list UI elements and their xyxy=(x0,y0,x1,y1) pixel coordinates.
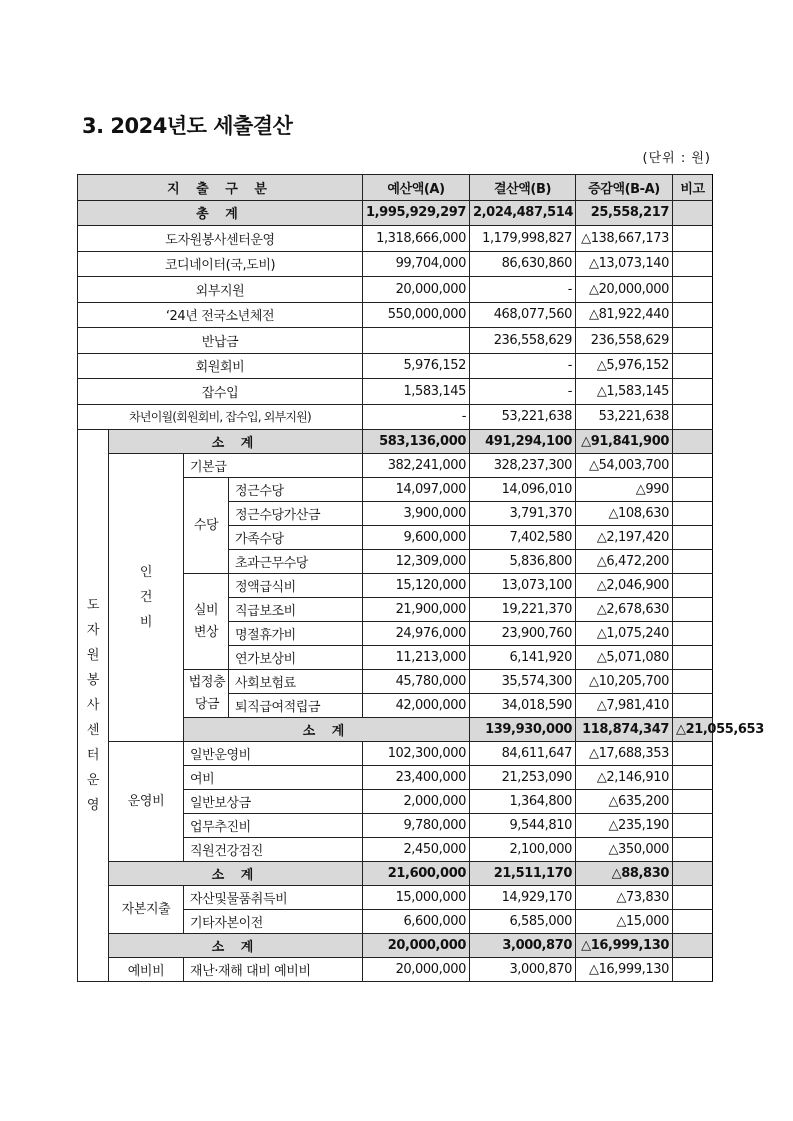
row-diff: △5,071,080 xyxy=(576,646,673,670)
row-label: 가족수당 xyxy=(229,526,363,550)
row-diff: △15,000 xyxy=(576,910,673,934)
row-label: 정근수당 xyxy=(229,478,363,502)
subtotal-row xyxy=(78,430,713,454)
row-budget: 24,976,000 xyxy=(363,622,470,646)
row-diff: △10,205,700 xyxy=(576,670,673,694)
subtotal-settlement: 3,000,870 xyxy=(470,934,576,958)
note-cell xyxy=(673,277,713,303)
row-settlement: 23,900,760 xyxy=(470,622,576,646)
row-diff: △81,922,440 xyxy=(576,302,673,328)
grand-total-settlement: 2,024,487,514 xyxy=(470,200,576,226)
row-budget: 382,241,000 xyxy=(363,454,470,478)
note-cell xyxy=(673,478,713,502)
page-title: 3. 2024년도 세출결산 xyxy=(82,114,293,138)
subtotal-budget: 21,600,000 xyxy=(363,862,470,886)
table-row xyxy=(78,886,713,910)
row-label: 초과근무수당 xyxy=(229,550,363,574)
row-diff: △2,146,910 xyxy=(576,766,673,790)
header-note: 비고 xyxy=(673,175,713,201)
row-settlement: 3,000,870 xyxy=(470,958,576,982)
table-row xyxy=(78,404,713,430)
row-settlement: 6,585,000 xyxy=(470,910,576,934)
row-budget: 550,000,000 xyxy=(363,302,470,328)
row-settlement: 328,237,300 xyxy=(470,454,576,478)
row-budget: 2,450,000 xyxy=(363,838,470,862)
note-cell xyxy=(673,526,713,550)
row-label: 퇴직급여적립금 xyxy=(229,694,363,718)
row-diff: △6,472,200 xyxy=(576,550,673,574)
row-budget: - xyxy=(363,404,470,430)
table-row xyxy=(78,328,713,354)
row-label: 코디네이터(국,도비) xyxy=(78,251,363,277)
note-cell xyxy=(673,646,713,670)
row-diff: △73,830 xyxy=(576,886,673,910)
row-budget: 2,000,000 xyxy=(363,790,470,814)
row-settlement: 6,141,920 xyxy=(470,646,576,670)
row-settlement: 9,544,810 xyxy=(470,814,576,838)
note-cell xyxy=(673,766,713,790)
table-row xyxy=(78,379,713,405)
row-budget: 9,780,000 xyxy=(363,814,470,838)
row-settlement: - xyxy=(470,277,576,303)
row-label: 사회보험료 xyxy=(229,670,363,694)
row-settlement: 34,018,590 xyxy=(470,694,576,718)
row-settlement: - xyxy=(470,379,576,405)
row-diff: 53,221,638 xyxy=(576,404,673,430)
subtotal-diff: △88,830 xyxy=(576,862,673,886)
row-budget: 15,120,000 xyxy=(363,574,470,598)
row-budget: 3,900,000 xyxy=(363,502,470,526)
row-label: 기타자본이전 xyxy=(184,910,363,934)
row-settlement: 86,630,860 xyxy=(470,251,576,277)
row-label: 여비 xyxy=(184,766,363,790)
row-settlement: 7,402,580 xyxy=(470,526,576,550)
row-budget: 11,213,000 xyxy=(363,646,470,670)
note-cell xyxy=(673,790,713,814)
subtotal-label: 소 계 xyxy=(109,862,363,886)
row-label: 업무추진비 xyxy=(184,814,363,838)
row-budget: 9,600,000 xyxy=(363,526,470,550)
row-diff: △138,667,173 xyxy=(576,226,673,252)
subtotal-budget: 583,136,000 xyxy=(363,430,470,454)
row-diff: △2,046,900 xyxy=(576,574,673,598)
capital-group-label: 자본지출 xyxy=(109,886,184,934)
header-diff: 증감액(B-A) xyxy=(576,175,673,201)
operating-group-label: 운영비 xyxy=(109,742,184,862)
row-diff: △1,075,240 xyxy=(576,622,673,646)
row-budget: 1,583,145 xyxy=(363,379,470,405)
row-label: 직원건강검진 xyxy=(184,838,363,862)
note-cell xyxy=(673,430,713,454)
row-settlement: 14,096,010 xyxy=(470,478,576,502)
row-settlement: 1,179,998,827 xyxy=(470,226,576,252)
subtotal-label: 소 계 xyxy=(109,430,363,454)
row-label: 기본급 xyxy=(184,454,363,478)
personnel-group-label: 인건비 xyxy=(109,454,184,742)
grand-total-row xyxy=(78,200,713,226)
table-row xyxy=(78,277,713,303)
row-label: 정액급식비 xyxy=(229,574,363,598)
note-cell xyxy=(673,910,713,934)
row-label: 직급보조비 xyxy=(229,598,363,622)
row-settlement: 21,253,090 xyxy=(470,766,576,790)
row-settlement: 35,574,300 xyxy=(470,670,576,694)
note-cell xyxy=(673,574,713,598)
unit-label: (단위 : 원) xyxy=(642,151,711,166)
header-category: 지 출 구 분 xyxy=(78,175,363,201)
allowance-group-label: 수당 xyxy=(184,478,229,574)
row-label: 일반운영비 xyxy=(184,742,363,766)
row-label: 도자원봉사센터운영 xyxy=(78,226,363,252)
row-diff: △235,190 xyxy=(576,814,673,838)
note-cell xyxy=(673,404,713,430)
row-budget: 102,300,000 xyxy=(363,742,470,766)
row-label: 일반보상금 xyxy=(184,790,363,814)
row-diff: △17,688,353 xyxy=(576,742,673,766)
subtotal-settlement: 118,874,347 xyxy=(576,718,673,742)
grand-total-label: 총 계 xyxy=(78,200,363,226)
note-cell xyxy=(673,886,713,910)
row-diff: △108,630 xyxy=(576,502,673,526)
table-header-row xyxy=(78,175,713,201)
row-diff: △635,200 xyxy=(576,790,673,814)
row-budget: 20,000,000 xyxy=(363,958,470,982)
note-cell xyxy=(673,742,713,766)
statutory-group-label: 법정충당금 xyxy=(184,670,229,718)
note-cell xyxy=(673,251,713,277)
subtotal-budget: 20,000,000 xyxy=(363,934,470,958)
note-cell xyxy=(673,934,713,958)
note-cell xyxy=(673,226,713,252)
row-label: 회원회비 xyxy=(78,353,363,379)
row-diff: 236,558,629 xyxy=(576,328,673,354)
subtotal-diff: △16,999,130 xyxy=(576,934,673,958)
row-diff: △2,678,630 xyxy=(576,598,673,622)
row-settlement: 3,791,370 xyxy=(470,502,576,526)
note-cell xyxy=(673,598,713,622)
row-budget: 15,000,000 xyxy=(363,886,470,910)
row-budget: 99,704,000 xyxy=(363,251,470,277)
row-budget: 23,400,000 xyxy=(363,766,470,790)
note-cell xyxy=(673,694,713,718)
row-label: 연가보상비 xyxy=(229,646,363,670)
row-settlement: 13,073,100 xyxy=(470,574,576,598)
note-cell xyxy=(673,302,713,328)
row-diff: △16,999,130 xyxy=(576,958,673,982)
row-diff: △54,003,700 xyxy=(576,454,673,478)
expenditure-settlement-table xyxy=(77,174,764,982)
section-label: 도자원봉사센터운영 xyxy=(78,430,109,982)
row-budget: 20,000,000 xyxy=(363,277,470,303)
row-label: 반납금 xyxy=(78,328,363,354)
note-cell xyxy=(673,502,713,526)
table-row xyxy=(78,742,713,766)
subtotal-settlement: 491,294,100 xyxy=(470,430,576,454)
row-budget: 1,318,666,000 xyxy=(363,226,470,252)
note-cell xyxy=(673,622,713,646)
note-cell xyxy=(673,200,713,226)
row-label: 정근수당가산금 xyxy=(229,502,363,526)
table-row xyxy=(78,958,713,982)
note-cell xyxy=(673,814,713,838)
row-label: 잡수입 xyxy=(78,379,363,405)
row-diff: △7,981,410 xyxy=(576,694,673,718)
row-settlement: 236,558,629 xyxy=(470,328,576,354)
row-label: 명절휴가비 xyxy=(229,622,363,646)
subtotal-budget: 139,930,000 xyxy=(470,718,576,742)
note-cell xyxy=(673,328,713,354)
row-budget: 42,000,000 xyxy=(363,694,470,718)
subtotal-row xyxy=(78,934,713,958)
row-budget: 14,097,000 xyxy=(363,478,470,502)
reserve-group-label: 예비비 xyxy=(109,958,184,982)
table-row xyxy=(78,251,713,277)
header-settlement: 결산액(B) xyxy=(470,175,576,201)
row-settlement: 2,100,000 xyxy=(470,838,576,862)
row-diff: △13,073,140 xyxy=(576,251,673,277)
row-diff: △1,583,145 xyxy=(576,379,673,405)
note-cell xyxy=(673,838,713,862)
grand-total-diff: 25,558,217 xyxy=(576,200,673,226)
row-budget: 6,600,000 xyxy=(363,910,470,934)
note-cell xyxy=(673,379,713,405)
note-cell xyxy=(673,353,713,379)
row-budget: 45,780,000 xyxy=(363,670,470,694)
row-settlement: 84,611,647 xyxy=(470,742,576,766)
note-cell xyxy=(673,958,713,982)
table-row xyxy=(78,353,713,379)
row-label: 차년이월(회원회비, 잡수입, 외부지원) xyxy=(78,404,363,430)
subtotal-diff: △91,841,900 xyxy=(576,430,673,454)
table-row xyxy=(78,302,713,328)
row-settlement: 1,364,800 xyxy=(470,790,576,814)
subtotal-label: 소 계 xyxy=(184,718,470,742)
header-budget: 예산액(A) xyxy=(363,175,470,201)
row-label: 자산및물품취득비 xyxy=(184,886,363,910)
row-settlement: 53,221,638 xyxy=(470,404,576,430)
table-row xyxy=(78,454,713,478)
row-budget: 12,309,000 xyxy=(363,550,470,574)
note-cell xyxy=(673,862,713,886)
row-diff: △2,197,420 xyxy=(576,526,673,550)
subtotal-diff: △21,055,653 xyxy=(673,718,713,742)
note-cell xyxy=(673,454,713,478)
row-label: ‘24년 전국소년체전 xyxy=(78,302,363,328)
subtotal-label: 소 계 xyxy=(109,934,363,958)
row-budget: 21,900,000 xyxy=(363,598,470,622)
row-label: 외부지원 xyxy=(78,277,363,303)
row-settlement: 5,836,800 xyxy=(470,550,576,574)
note-cell xyxy=(673,550,713,574)
row-diff: △350,000 xyxy=(576,838,673,862)
reimburse-group-label: 실비변상 xyxy=(184,574,229,670)
row-diff: △5,976,152 xyxy=(576,353,673,379)
row-budget xyxy=(363,328,470,354)
table-row xyxy=(78,226,713,252)
subtotal-settlement: 21,511,170 xyxy=(470,862,576,886)
row-settlement: 468,077,560 xyxy=(470,302,576,328)
row-settlement: 19,221,370 xyxy=(470,598,576,622)
row-budget: 5,976,152 xyxy=(363,353,470,379)
note-cell xyxy=(673,670,713,694)
row-label: 재난·재해 대비 예비비 xyxy=(184,958,363,982)
row-diff: △20,000,000 xyxy=(576,277,673,303)
row-settlement: - xyxy=(470,353,576,379)
subtotal-row xyxy=(78,862,713,886)
row-diff: △990 xyxy=(576,478,673,502)
grand-total-budget: 1,995,929,297 xyxy=(363,200,470,226)
row-settlement: 14,929,170 xyxy=(470,886,576,910)
